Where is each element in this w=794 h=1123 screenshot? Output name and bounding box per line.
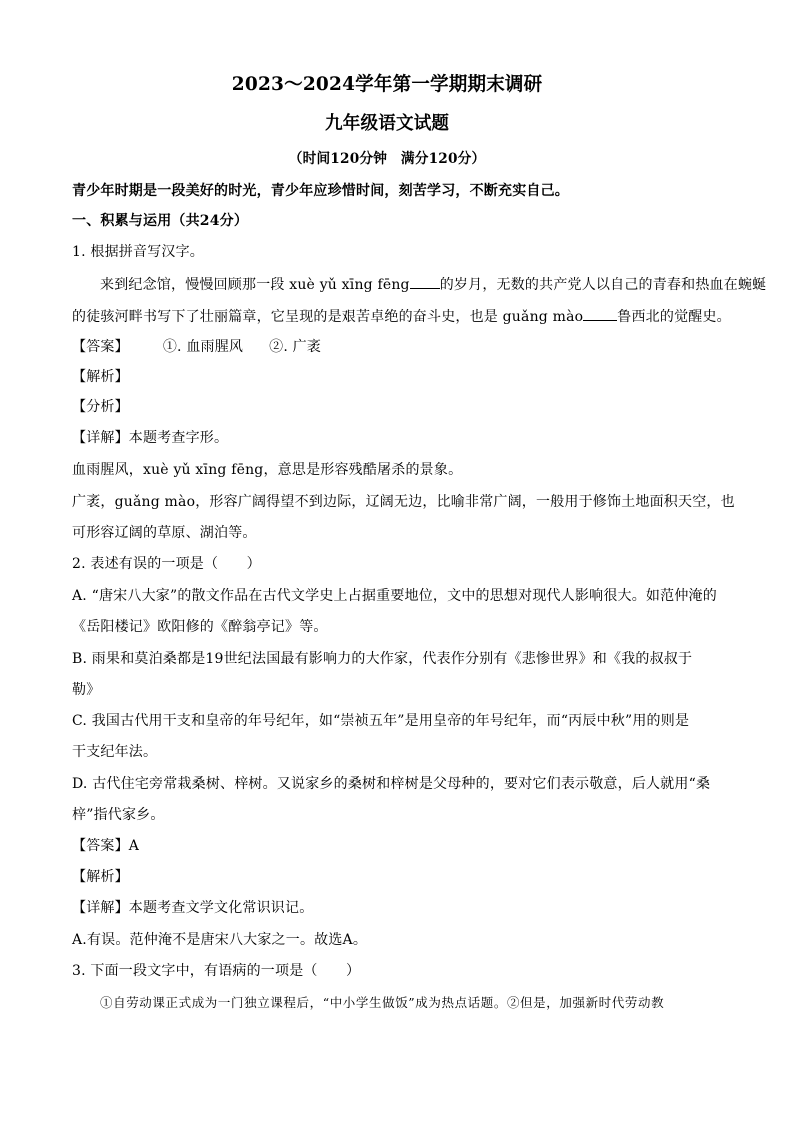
option-b: B. 雨果和莫泊桑都是19世纪法国最有影响力的大作家，代表作分别有《悲惨世界》和《我的叔叔于 (72, 651, 693, 667)
question-3-text: ①自劳动课正式成为一门独立课程后，“中小学生做饭”成为热点话题。②但是，加强新时代劳动教 (100, 995, 665, 1010)
option-c: C. 我国古代用干支和皇帝的年号纪年，如“崇祯五年”是用皇帝的年号纪年，而“丙辰中秋”用的则是 (72, 713, 690, 729)
analysis-tag: 【解析】 (72, 369, 129, 385)
option-a-cont: 《岳阳楼记》欧阳修的《醉翁亭记》等。 (72, 619, 328, 635)
question-1-text-part: 的徒骇河畔书写下了壮丽篇章，它呈现的是艰苦卓绝的奋斗史，也是 guǎng mào (72, 309, 584, 325)
answer-tag: 【答案】 (72, 339, 129, 355)
question-1-answer (72, 338, 321, 356)
question-2-prompt: 2. 表述有误的一项是（ ） (72, 556, 261, 572)
question-2-answer: 【答案】A (72, 838, 140, 854)
option-d-cont: 梓”指代家乡。 (72, 807, 165, 823)
exam-meta: （时间120分钟 满分120分） (288, 151, 486, 167)
fenxi-tag: 【分析】 (72, 399, 129, 415)
answer-blank (410, 274, 440, 289)
exam-title: 2023～2024学年第一学期期末调研 (231, 73, 543, 95)
question-1-prompt: 1. 根据拼音写汉字。 (72, 244, 205, 260)
section-heading: 一、积累与运用（共24分） (72, 213, 249, 229)
question-1-text-part: 的岁月，无数的共产党人以自己的青春和热血在蜿蜒 (439, 277, 767, 293)
option-b-cont: 勒》 (72, 682, 101, 698)
question-1-text-part: 鲁西北的觉醒史。 (617, 309, 731, 325)
question-2-detail: 【详解】本题考查文学文化常识识记。 (72, 900, 314, 916)
question-3-prompt: 3. 下面一段文字中，有语病的一项是（ ） (72, 963, 361, 979)
answer-blank (583, 306, 617, 321)
analysis-tag: 【解析】 (72, 869, 129, 885)
option-c-cont: 干支纪年法。 (72, 744, 158, 760)
motto: 青少年时期是一段美好的时光，青少年应珍惜时间，刻苦学习，不断充实自己。 (72, 183, 569, 199)
question-1-explanation: 广袤，guǎng mào，形容广阔得望不到边际，辽阔无边，比喻非常广阔，一般用于修饰土地面积天空，也 (72, 494, 735, 510)
answer-item: ①. 血雨腥风 (162, 339, 244, 355)
question-1-text-part: 来到纪念馆，慢慢回顾那一段 xuè yǔ xīng fēng (100, 277, 410, 293)
exam-subtitle: 九年级语文试题 (324, 113, 450, 134)
answer-item: ②. 广袤 (269, 339, 322, 355)
question-1-text-line-2 (72, 306, 731, 326)
option-d: D. 古代住宅旁常栽桑树、梓树。又说家乡的桑树和梓树是父母种的，要对它们表示敬意，后人就用“桑 (72, 776, 711, 792)
option-a: A. “唐宋八大家”的散文作品在古代文学史上占据重要地位，文中的思想对现代人影响很大。如范仲淹的 (72, 588, 717, 604)
question-1-detail: 【详解】本题考查字形。 (72, 430, 229, 446)
question-2-explanation: A.有误。范仲淹不是唐宋八大家之一。故选A。 (72, 932, 368, 948)
question-1-text-line-1 (100, 274, 766, 294)
question-1-explanation: 可形容辽阔的草原、湖泊等。 (72, 525, 257, 541)
question-1-explanation: 血雨腥风，xuè yǔ xīng fēng，意思是形容残酷屠杀的景象。 (72, 462, 463, 478)
